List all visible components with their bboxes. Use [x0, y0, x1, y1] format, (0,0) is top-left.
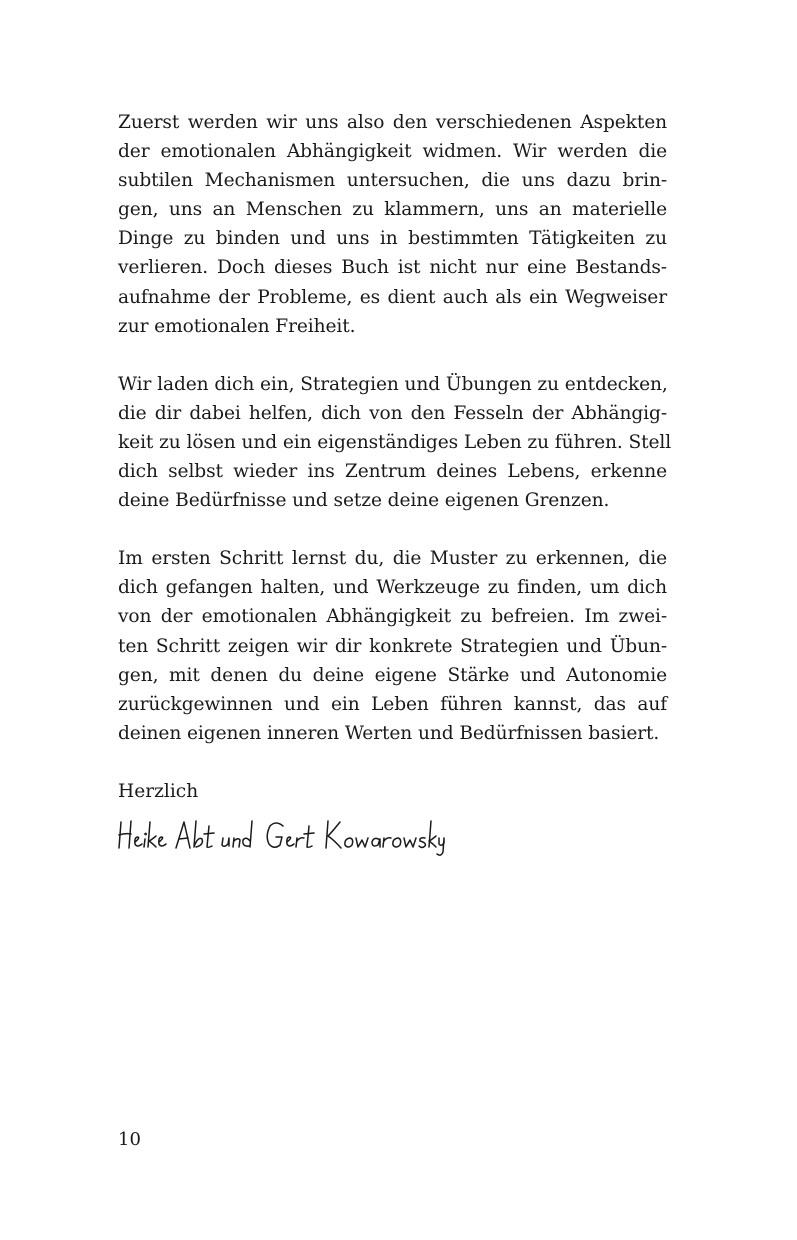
- paragraph-spacer: [118, 515, 667, 544]
- paragraph-spacer: [118, 748, 667, 777]
- text-line: dich gefangen halten, und Werkzeuge zu finden, um dich: [118, 577, 667, 599]
- text-line: gen, mit denen du deine eigene Stärke und Autonomie: [118, 664, 667, 686]
- paragraph-2: [118, 370, 672, 515]
- signature-graphic: [118, 812, 448, 858]
- text-line: deine Bedürfnisse und setze deine eigenen Grenzen.: [118, 490, 610, 512]
- paragraph-1: [118, 108, 667, 341]
- page-number: 10: [118, 1129, 141, 1150]
- text-line: die dir dabei helfen, dich von den Fesseln der Abhängig-: [118, 402, 667, 424]
- text-line: dich selbst wieder ins Zentrum deines Lebens, erkenne: [118, 461, 667, 483]
- page-body: [118, 108, 672, 858]
- text-line: Dinge zu binden und uns in bestimmten Tätigkeiten zu: [118, 228, 667, 250]
- text-line: zurückgewinnen und ein Leben führen kannst, das auf: [118, 693, 667, 715]
- text-line: gen, uns an Menschen zu klammern, uns an materielle: [118, 199, 667, 221]
- text-line: der emotionalen Abhängigkeit widmen. Wir werden die: [118, 141, 667, 163]
- text-line: keit zu lösen und ein eigenständiges Leben zu führen. Stell: [118, 431, 672, 453]
- paragraph-spacer: [118, 341, 667, 370]
- text-line: subtilen Mechanismen untersuchen, die uns dazu brin-: [118, 170, 667, 192]
- paragraph-3: [118, 544, 667, 748]
- handwritten-signature: [118, 812, 667, 858]
- text-line: ten Schritt zeigen wir dir konkrete Strategien und Übun-: [118, 635, 667, 657]
- text-line: Wir laden dich ein, Strategien und Übungen zu entdecken,: [118, 373, 668, 395]
- text-line: zur emotionalen Freiheit.: [118, 315, 356, 337]
- text-line: von der emotionalen Abhängigkeit zu befreien. Im zwei-: [118, 606, 667, 628]
- text-line: verlieren. Doch dieses Buch ist nicht nur eine Bestands-: [118, 257, 667, 279]
- text-line: Im ersten Schritt lernst du, die Muster zu erkennen, die: [118, 548, 667, 570]
- text-line: deinen eigenen inneren Werten und Bedürfnissen basiert.: [118, 722, 660, 744]
- text-line: Zuerst werden wir uns also den verschiedenen Aspekten: [118, 112, 667, 133]
- text-line: aufnahme der Probleme, es dient auch als ein Wegweiser: [118, 286, 667, 308]
- closing-greeting: Herzlich: [118, 780, 199, 802]
